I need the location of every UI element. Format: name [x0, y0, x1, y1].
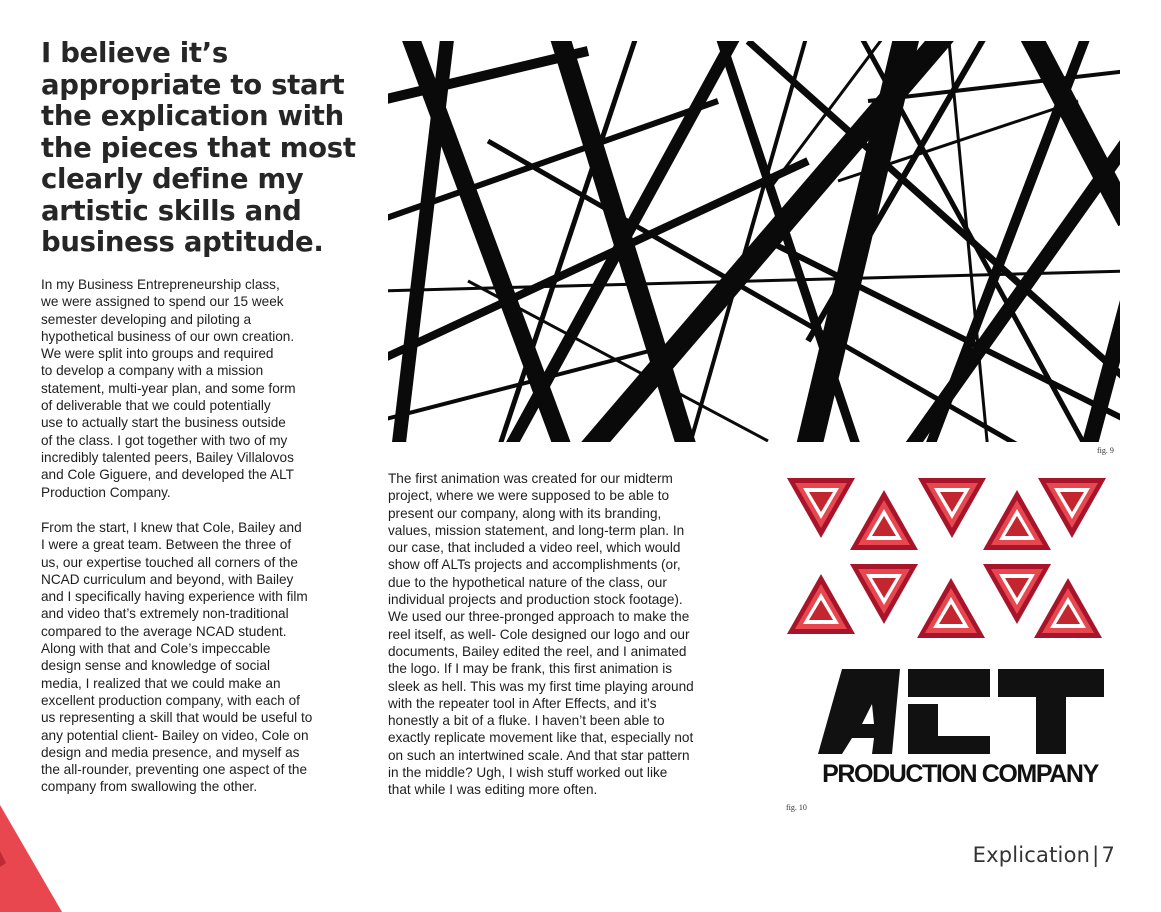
page-footer [973, 843, 1115, 867]
body-paragraph-1: In my Business Entrepreneurship class, we were assigned to spend our 15 week semester developing and piloting a hypothetical business of our own creation. We were split into groups and required to develop a company with a mission statement, multi-year plan, and some form of deliverable that we could potentially use to actually start the business outside of the class. I got together with two of my incredibly talented peers, Bailey Villalovos and Cole Giguere, and developed the ALT Production Company. [41, 277, 296, 500]
corner-accent-shape [0, 795, 70, 912]
body-paragraph-3: The first animation was created for our midterm project, where we were supposed to be able to present our company, along with its branding, values, mission statement, and long-term plan. In our case, that included a video reel, which would show off ALTs projects and accomplishments (or, due to the hypothetical nature of the class, our individual projects and production stock footage). We used our three-pronged approach to make the reel itself, as well- Cole designed our logo and our documents, Bailey edited the reel, and I animated the logo. If I may be frank, this first animation is sleek as hell. This was my first time playing around with the repeater tool in After Effects, and it’s honestly a bit of a fluke. I haven’t been able to exactly replicate movement like that, especially not on such an intertwined scale. And that star pattern in the middle? Ugh, I wish stuff worked out like that while I was editing more often. [388, 471, 694, 798]
figure-10-caption: fig. 10 [786, 803, 807, 812]
figure-9-caption: fig. 9 [1097, 446, 1114, 455]
crossing-beams-image [388, 41, 1120, 442]
headline: I believe it’s appropriate to start the explication with the pieces that most clearly define my artistic skills and business aptitude. [41, 37, 356, 258]
footer-section-title: Explication [972, 843, 1091, 867]
page-number: 7 [1101, 843, 1115, 867]
triangle-pattern-graphic [784, 474, 1114, 646]
alt-logo-wordmark: PRODUCTION COMPANY [822, 760, 1098, 788]
body-paragraph-2: From the start, I knew that Cole, Bailey and I were a great team. Between the three of us, our expertise touched all corners of the NCAD curriculum and beyond, with Bailey and I specifically having experience with film and video that’s extremely non-traditional compared to the average NCAD student. Along with that and Cole’s impeccable design sense and knowledge of social media, I realized that we could make an excellent production company, with each of us representing a skill that would be useful to any potential client- Bailey on video, Cole on design and media presence, and myself as the all-rounder, preventing one aspect of the company from swallowing the other. [41, 520, 313, 795]
figure-9-line-photo [388, 41, 1120, 442]
footer-separator: | [1092, 843, 1100, 867]
